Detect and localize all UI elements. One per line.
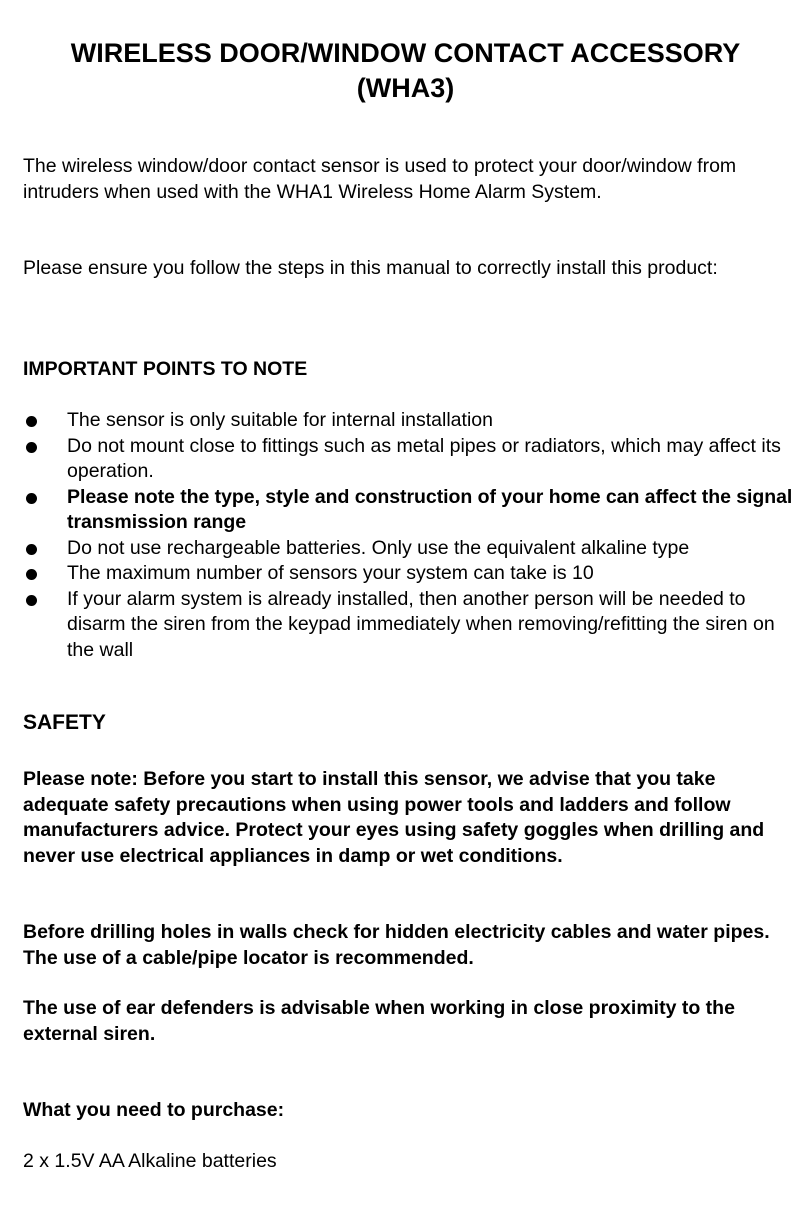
bullet-icon: [26, 493, 37, 504]
bullet-icon: [26, 569, 37, 580]
list-item-text: Do not mount close to fittings such as metal pipes or radiators, which may affect its operation.: [67, 434, 781, 482]
list-item-text: Do not use rechargeable batteries. Only use the equivalent alkaline type: [67, 536, 690, 559]
list-item: [23, 587, 798, 664]
safety-heading: SAFETY: [23, 711, 106, 734]
bullet-icon: [26, 595, 37, 606]
list-item: [23, 485, 798, 536]
list-item-text: The maximum number of sensors your system can take is 10: [67, 562, 594, 584]
model-number: (WHA3): [356, 73, 455, 103]
purchase-item: 2 x 1.5V AA Alkaline batteries: [23, 1150, 277, 1172]
instructions-paragraph: Please ensure you follow the steps in this manual to correctly install this product:: [23, 257, 718, 279]
important-points-list: [23, 408, 798, 663]
purchase-heading: What you need to purchase:: [23, 1099, 285, 1121]
list-item-text: The sensor is only suitable for internal installation: [67, 409, 493, 431]
safety-paragraph-drilling: Before drilling holes in walls check for hidden electricity cables and water pipes. The use of a cable/pipe locator is recommended.: [23, 921, 770, 969]
intro-paragraph: The wireless window/door contact sensor is used to protect your door/window from intruders when used with the WHA1 Wireless Home Alarm System.: [23, 155, 737, 203]
list-item: [23, 536, 798, 562]
important-points-heading: IMPORTANT POINTS TO NOTE: [23, 358, 308, 380]
list-item: [23, 408, 798, 434]
bullet-icon: [26, 442, 37, 453]
list-item: [23, 561, 798, 587]
list-item: [23, 434, 798, 485]
list-item-text: If your alarm system is already installed, then another person will be needed to disarm the siren from the keypad immediately when removing/refitting the siren on the wall: [67, 587, 775, 661]
safety-paragraph-ear-defenders: The use of ear defenders is advisable when working in close proximity to the external siren.: [23, 997, 735, 1045]
list-item-text: Please note the type, style and construction of your home can affect the signal transmission range: [67, 485, 793, 533]
bullet-icon: [26, 544, 37, 555]
bullet-icon: [26, 416, 37, 427]
safety-paragraph-precautions: Please note: Before you start to install this sensor, we advise that you take adequate safety precautions when using power tools and ladders and follow manufacturers advice. Protect your eyes using safety goggles when drilling and never use electrical appliances in damp or wet conditions.: [23, 768, 765, 867]
document-title: WIRELESS DOOR/WINDOW CONTACT ACCESSORY: [70, 38, 741, 68]
